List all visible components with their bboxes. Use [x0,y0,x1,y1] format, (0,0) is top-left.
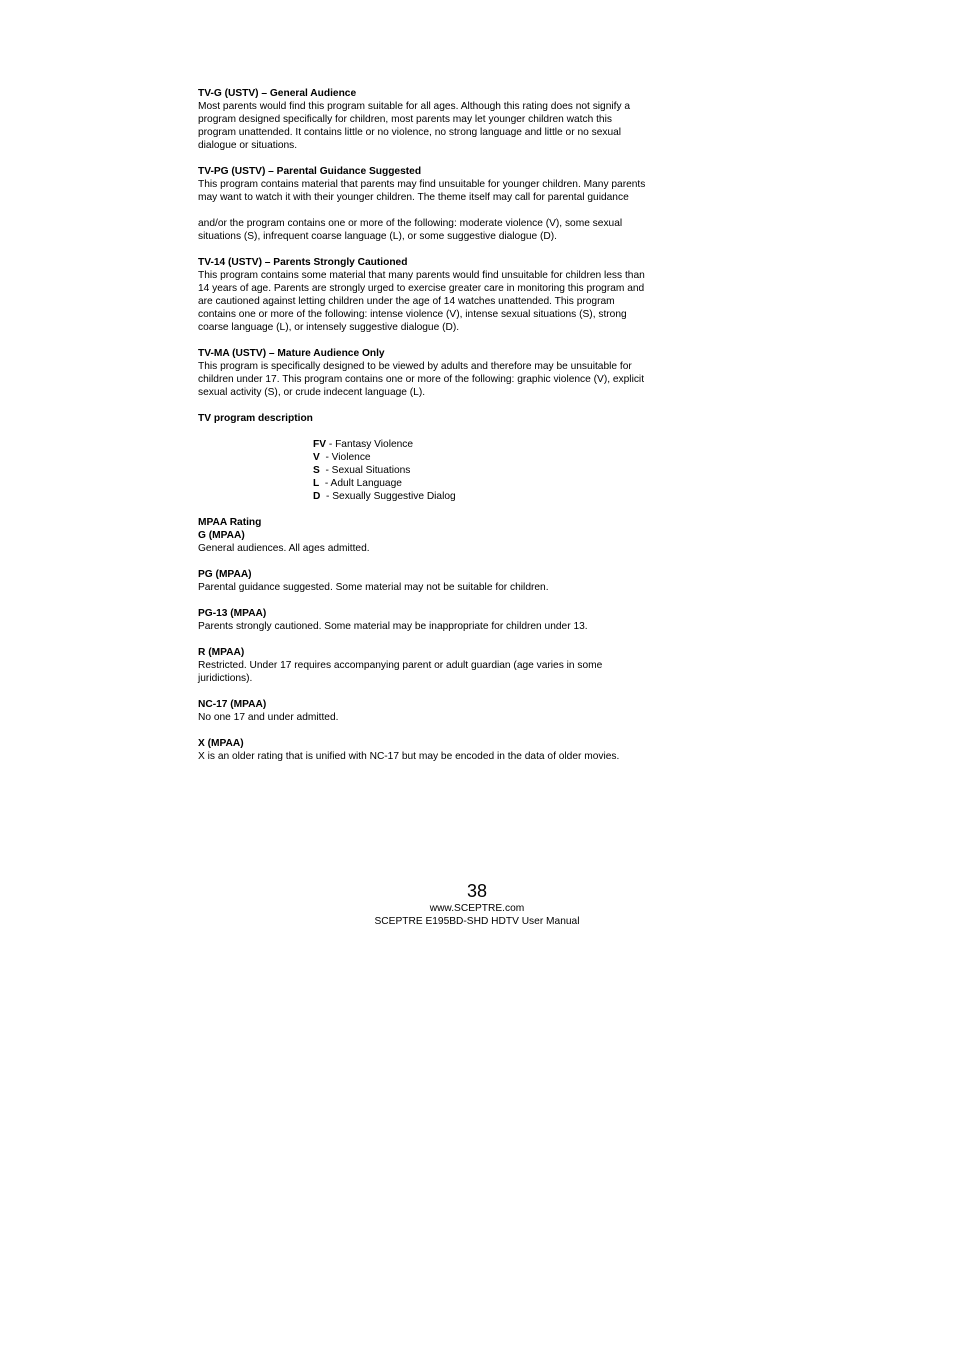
rating-title: TV-MA (USTV) – Mature Audience Only [198,348,385,359]
description-item-v [313,451,698,464]
rating-tv-g [198,87,698,152]
program-description-title: TV program description [198,413,313,424]
rating-text-line: are cautioned against letting children under the age of 14 watches unattended. This program [198,296,615,307]
program-description-list [198,438,698,503]
description-item-l [313,477,698,490]
mpaa-rating-pg-13 [198,607,698,633]
rating-tv-pg [198,165,698,243]
page-number: 38 [466,881,488,901]
mpaa-rating-r [198,646,698,685]
rating-text-line: This program is specifically designed to be viewed by adults and therefore may be unsuitable for [198,361,632,372]
description-item-s [313,464,698,477]
description-code: D [313,491,321,502]
rating-text-line: contains one or more of the following: intense violence (V), intense sexual situations (S), strong [198,309,627,320]
rating-title: NC-17 (MPAA) [198,699,267,710]
rating-title: TV-14 (USTV) – Parents Strongly Cautioned [198,257,408,268]
rating-text-line: and/or the program contains one or more of the following: moderate violence (V), some sexual [198,218,623,229]
rating-text-line: dialogue or situations. [198,140,298,151]
rating-title: R (MPAA) [198,647,245,658]
rating-text-line: Most parents would find this program suitable for all ages. Although this rating does not signify a [198,101,631,112]
rating-title: TV-G (USTV) – General Audience [198,88,357,99]
description-item-fv [313,438,698,451]
footer-manual-title: SCEPTRE E195BD-SHD HDTV User Manual [374,916,580,927]
footer-website: www.SCEPTRE.com [429,903,525,914]
rating-text-line: Parental guidance suggested. Some material may not be suitable for children. [198,582,549,593]
rating-title: G (MPAA) [198,530,245,541]
mpaa-rating-x [198,737,698,763]
description-code: L [313,478,320,489]
mpaa-rating-g [198,529,698,555]
rating-title: PG (MPAA) [198,569,252,580]
mpaa-section-title: MPAA Rating [198,517,262,528]
rating-text-line: situations (S), infrequent coarse language (L), or some suggestive dialogue (D). [198,231,558,242]
rating-text-line: No one 17 and under admitted. [198,712,339,723]
rating-text-line: This program contains material that parents may find unsuitable for younger children. Many parents [198,179,646,190]
mpaa-section [198,516,698,763]
description-text: - Fantasy Violence [326,439,414,450]
rating-text-line: may want to watch it with their younger children. The theme itself may call for parental guidance [198,192,629,203]
rating-text-line: juridictions). [198,673,253,684]
rating-title: PG-13 (MPAA) [198,608,267,619]
description-text: - Adult Language [319,478,402,489]
rating-title: TV-PG (USTV) – Parental Guidance Suggested [198,166,422,177]
rating-title: X (MPAA) [198,738,244,749]
description-code: V [313,452,320,463]
description-text: - Sexually Suggestive Dialog [320,491,456,502]
description-item-d [313,490,698,503]
mpaa-rating-pg [198,568,698,594]
description-code: S [313,465,320,476]
description-text: - Sexual Situations [319,465,411,476]
rating-text-line: program unattended. It contains little or no violence, no strong language and little or no sexual [198,127,622,138]
rating-text-line: coarse language (L), or intensely suggestive dialogue (D). [198,322,460,333]
rating-tv-ma [198,347,698,399]
description-code: FV [313,439,327,450]
page-footer [0,880,954,928]
rating-text-line: General audiences. All ages admitted. [198,543,370,554]
rating-text-line: Restricted. Under 17 requires accompanying parent or adult guardian (age varies in some [198,660,603,671]
description-text: - Violence [319,452,371,463]
mpaa-rating-nc-17 [198,698,698,724]
rating-text-line: children under 17. This program contains one or more of the following: graphic violence (V), explicit [198,374,645,385]
program-description [198,412,698,503]
rating-text-line: Parents strongly cautioned. Some material may be inappropriate for children under 13. [198,621,588,632]
rating-text-line: X is an older rating that is unified with NC-17 but may be encoded in the data of older movies. [198,751,620,762]
rating-tv-14 [198,256,698,334]
rating-text-line: 14 years of age. Parents are strongly urged to exercise greater care in monitoring this program and [198,283,645,294]
page-content [198,87,698,763]
rating-text-line: sexual activity (S), or crude indecent language (L). [198,387,426,398]
rating-text-line: This program contains some material that many parents would find unsuitable for children less than [198,270,645,281]
rating-text-line: program designed specifically for children, most parents may let younger children watch this [198,114,612,125]
